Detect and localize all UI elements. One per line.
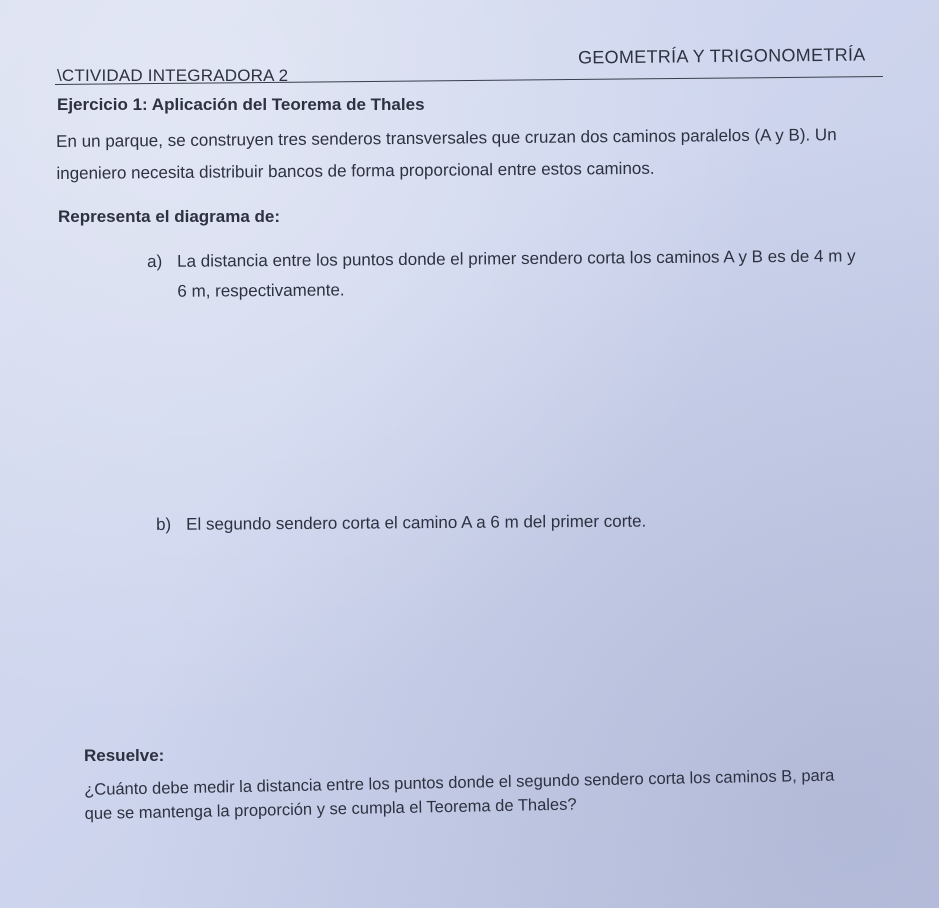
activity-title: \CTIVIDAD INTEGRADORA 2 [57,66,289,85]
intro-line-1: En un parque, se construyen tres senderos transversales que cruzan dos caminos paralelos (A y B). Un [56,125,837,151]
list-item-b [156,512,646,535]
subject-title: GEOMETRÍA Y TRIGONOMETRÍA [577,44,866,68]
list-item-a [147,241,877,307]
item-a-line-2: 6 m, respectivamente. [177,280,345,301]
resolve-label: Resuelve: [84,746,165,765]
question-line-1: ¿Cuánto debe medir la distancia entre los puntos donde el segundo sendero corta los caminos B, para [84,766,835,799]
item-b-line-1: El segundo sendero corta el camino A a 6 m del primer corte. [185,511,647,534]
question-text [84,763,845,826]
item-a-line-1: La distancia entre los puntos donde el primer sendero corta los caminos A y B es de 4 m y [177,246,856,271]
question-line-2: que se mantenga la proporción y se cumpla el Teorema de Thales? [84,795,577,823]
item-b-marker: b) [156,514,172,534]
intro-line-2: ingeniero necesita distribuir bancos de forma proporcional entre estos caminos. [56,158,655,183]
represent-label: Representa el diagrama de: [58,207,281,226]
exercise-intro [56,119,877,190]
exercise-title: Ejercicio 1: Aplicación del Teorema de Thales [57,95,425,114]
item-a-marker: a) [147,251,163,271]
